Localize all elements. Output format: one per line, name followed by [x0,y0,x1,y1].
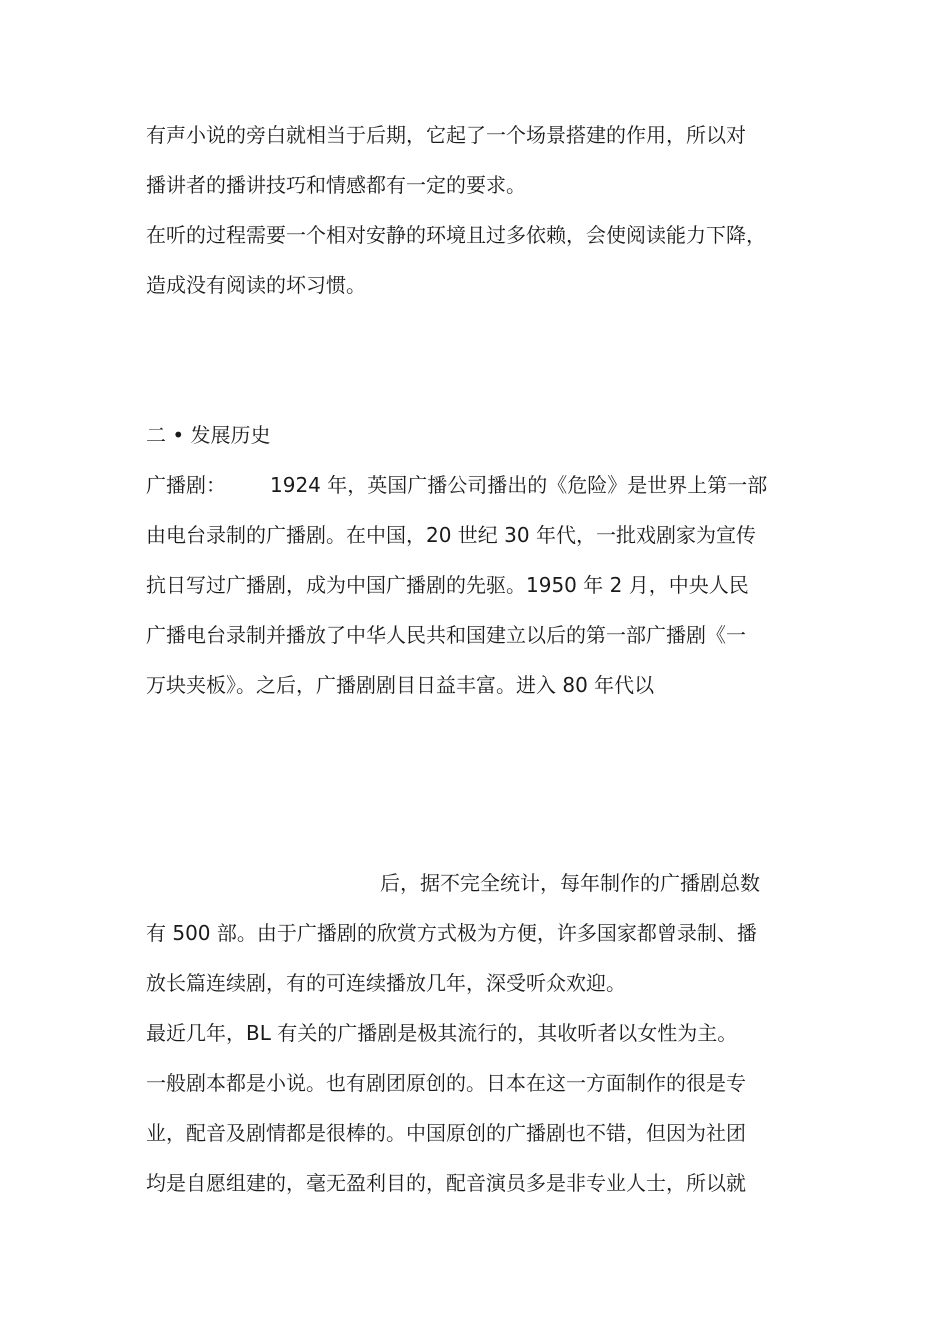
paragraph-line-first [146,471,767,499]
paragraph-line: 均是自愿组建的，毫无盈利目的，配音演员多是非专业人士，所以就 [146,1171,746,1195]
paragraph-line: 造成没有阅读的坏习惯。 [146,273,366,297]
paragraph-line: 有 500 部。由于广播剧的欣赏方式极为方便，许多国家都曾录制、播 [146,921,757,945]
paragraph-line: 播讲者的播讲技巧和情感都有一定的要求。 [146,173,526,197]
paragraph-line: 由电台录制的广播剧。在中国，20 世纪 30 年代，一批戏剧家为宣传 [146,523,756,547]
paragraph-line: 有声小说的旁白就相当于后期，它起了一个场景搭建的作用，所以对 [146,123,746,147]
paragraph-line: 一般剧本都是小说。也有剧团原创的。日本在这一方面制作的很是专 [146,1071,746,1095]
paragraph-line: 在听的过程需要一个相对安静的环境且过多依赖，会使阅读能力下降， [146,223,766,247]
section-heading: 二 • 发展历史 [146,423,271,447]
paragraph-line: 抗日写过广播剧，成为中国广播剧的先驱。1950 年 2 月，中央人民 [146,573,749,597]
term-text: 1924 年，英国广播公司播出的《危险》是世界上第一部 [270,473,768,497]
paragraph-line: 万块夹板》。之后，广播剧剧目日益丰富。进入 80 年代以 [146,673,655,697]
term-label: 广播剧： [146,473,226,497]
paragraph-line: 最近几年，BL 有关的广播剧是极其流行的，其收听者以女性为主。 [146,1021,738,1045]
paragraph-line: 业，配音及剧情都是很棒的。中国原创的广播剧也不错，但因为社团 [146,1121,746,1145]
paragraph-line: 放长篇连续剧，有的可连续播放几年，深受听众欢迎。 [146,971,626,995]
paragraph-line: 广播电台录制并播放了中华人民共和国建立以后的第一部广播剧《一 [146,623,746,647]
paragraph-line: 后，据不完全统计，每年制作的广播剧总数 [380,871,760,895]
